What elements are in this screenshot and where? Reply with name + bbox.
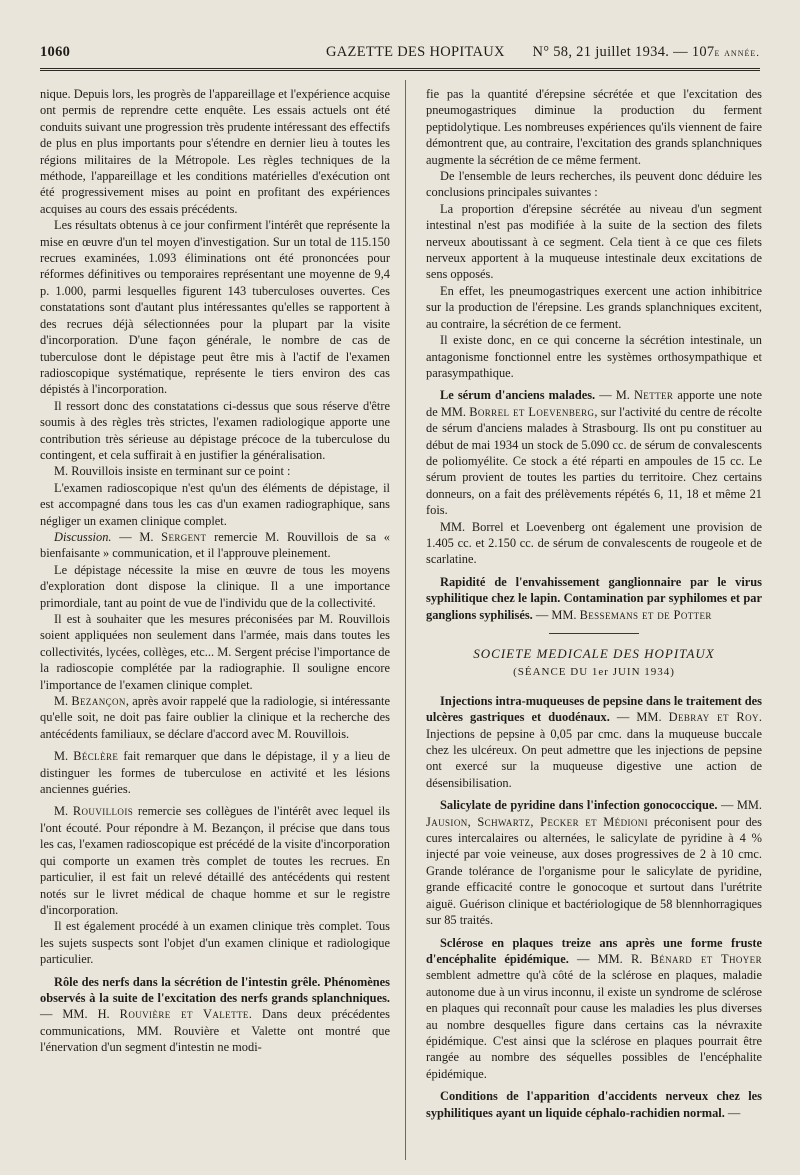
paragraph: Les résultats obtenus à ce jour confirment l'intérêt que représente la mise en œuvre d'un tel moyen d'investigation. Sur un total de 115.150 recrues examinées, 1.093 éliminations ont été prononcées pour réformes définitives ou temporaires représentant une moyenne de 9,4 p. 1.000, parmi lesquelles figurent 143 tuberculoses ouvertes. Ces constatations sont d'autant plus intéressantes qu'elles se rapportent à des recrues déjà sélectionnées pour la plupart par la visite d'incorporation. D'une façon générale, le nombre de cas de tuberculose dont le dépistage peut être mis à l'actif de l'examen radioscopique systématique, représente le tiers environ des cas dépistés à l'incorporation.	[40, 218, 390, 397]
paragraph: nique. Depuis lors, les progrès de l'appareillage et l'expérience acquise ont permis de reprendre cette enquête. Les essais actuels ont été conduits suivant une progression très prudente intéressant des effectifs de plus en plus importants pour s'étendre en dernier lieu à toutes les régions militaires de la Métropole. Les règles techniques de la méthode, l'appareillage et les conditions matérielles d'exécution ont été progressivement mises au point en profitant des expériences acquises au cours des essais précédents.	[40, 87, 390, 216]
article-heading: Conditions de l'apparition d'accidents nerveux chez les syphilitiques ayant un liquide céphalo-rachidien normal. —	[426, 1089, 762, 1120]
paragraph: Il est également procédé à un examen clinique très complet. Tous les sujets suspects sont l'objet d'un examen clinique et radiologique particulier.	[40, 919, 390, 967]
paragraph: Discussion. — M. Sergent remercie M. Rouvillois de sa « bienfaisante » communication, et il l'approuve pleinement.	[40, 529, 390, 561]
paragraph: M. Rouvillois insiste en terminant sur ce point :	[54, 464, 291, 479]
article-heading: Injections intra-muqueuses de pepsine dans le traitement des ulcères gastriques et duodénaux. — MM. Debray et Roy. Injections de pepsine à 0,05 par cmc. dans la muqueuse buccale chez les ulcéreux. On peut admettre que les injections de pepsine ont exercé sur la muqueuse digestive une action de désensibilisation.	[426, 693, 762, 790]
paragraph: L'examen radioscopique n'est qu'un des éléments de dépistage, il est accompagné dans tous les cas d'un examen radiographique, sans négliger un examen clinique complet.	[40, 480, 390, 528]
header-rule	[40, 68, 760, 73]
paragraph: MM. Borrel et Loevenberg ont également une provision de 1.405 cc. et 2.150 cc. de sérum de convalescents de rougeole et de scarlatine.	[426, 519, 762, 567]
paragraph: De l'ensemble de leurs recherches, ils peuvent donc déduire les conclusions principales suivantes :	[426, 169, 762, 200]
journal-title: GAZETTE DES HOPITAUX	[326, 44, 505, 60]
paragraph: M. Bezançon, après avoir rappelé que la radiologie, si intéressante qu'elle soit, ne doit pas faire oublier la clinique et la recherche des antécédents familiaux, se déclare d'accord avec M. Rouvillois.	[40, 694, 390, 741]
paragraph: Le dépistage nécessite la mise en œuvre de tous les moyens d'exploration dont dispose la clinique. Il a une importance primordiale, tant au point de vue de l'individu que de la collectivité.	[40, 562, 390, 610]
page-number: 1060	[40, 44, 71, 60]
paragraph: M. Rouvillois remercie ses collègues de l'intérêt avec lequel ils l'ont écouté. Pour répondre à M. Bezançon, il précise que dans tous les cas, l'examen radioscopique est précédé de la visite d'incorporation qui comporte un examen très complet de toutes les recrues. En particulier, il est fait un relevé détaillé des antécédents qui restent notés sur le livret médical de chaque homme et sur le registre d'incorporation.	[40, 804, 390, 917]
paragraph: La proportion d'érepsine sécrétée au niveau d'un segment intestinal n'est pas modifiée à la suite de la section des filets nerveux aboutissant à ce segment. Cela tient à ce que ces filets nerveux apportent à la muqueuse intestinale deux excitations de sens opposés.	[426, 201, 762, 282]
section-rule	[549, 633, 639, 634]
article-heading: Salicylate de pyridine dans l'infection gonococcique. — MM. Jausion, Schwartz, Pecker et Médioni préconisent pour des cures intercalaires ou alternées, le salicylate de pyridine à 4 % injecté par voie veineuse, aux doses progressives de 2 à 10 cmc. Grande tolérance de l'organisme pour le salicylate de pyridine, grande efficacité contre le gonocoque et surtout dans l'urétrite aiguë. Guérison clinique et bactériologique de 58 blennhorragiques sur 85 traités.	[426, 798, 763, 928]
section-subtitle: (SÉANCE DU 1er JUIN 1934)	[513, 666, 675, 679]
article-heading: Rôle des nerfs dans la sécrétion de l'intestin grêle. Phénomènes observés à la suite de l'excitation des nerfs grands splanchniques. — MM. H. Rouvière et Valette. Dans deux précédentes communications, MM. Rouvière et Valette ont montré que l'énervation d'un segment d'intestin ne modi-	[40, 974, 390, 1055]
page-header	[40, 44, 760, 66]
column-divider	[405, 80, 406, 1160]
paragraph: fie pas la quantité d'érepsine sécrétée et que l'excitation des pneumogastriques diminue la production du ferment peptidolytique. Les nombreuses expériences qu'ils viennent de faire démontrent que, au contraire, l'excitation des grands splanchniques augmente la sécrétion de ce même ferment.	[426, 87, 762, 167]
section-title: SOCIETE MEDICALE DES HOPITAUX	[473, 646, 715, 661]
article-heading: Le sérum d'anciens malades. — M. Netter apporte une note de MM. Borrel et Loevenberg, sur l'activité du centre de récolte de sérum d'anciens malades à Strasbourg. Ils ont pu constituer au début de mai 1934 un stock de 5.090 cc. de sérum de convalescents de poliomyélite. Ce stock a été réparti en ampoules de 15 cc. Le sérum provient de toutes les parties du territoire. Chez certains donneurs, on a fait des prélèvements répétés 6, 11, 18 et même 21 fois.	[426, 388, 762, 518]
paragraph: En effet, les pneumogastriques exercent une action inhibitrice sur la production de l'érepsine. Les grands splanchniques excitent, au contraire, la sécrétion de ce ferment.	[426, 283, 762, 331]
article-heading: Sclérose en plaques treize ans après une forme fruste d'encéphalite épidémique. — MM. R. Bénard et Thoyer semblent admettre qu'à côté de la sclérose en plaques, maladie autonome due à un virus inconnu, il existe un syndrome de sclérose en plaques qui reconnaît pour cause les maladies les plus diverses au nombre desquelles figure dans certains cas la névraxite épidémique. C'est ainsi que la sclérose en plaques pourrait être rangée au nombre des séquelles possibles de l'encéphalite épidémique.	[426, 935, 762, 1081]
article-heading: Rapidité de l'envahissement ganglionnaire par le virus syphilitique chez le lapin. Contamination par syphilomes et par ganglions syphilisés. — MM. Bessemans et de Potter	[426, 574, 762, 622]
right-column	[426, 86, 762, 1121]
paragraph: Il est à souhaiter que les mesures préconisées par M. Rouvillois soient appliquées non seulement dans l'armée, mais dans toutes les collectivités, lycées, collèges, etc... M. Sergent précise l'importance de la radioscopie complétée par la radiographie. Il souligne encore l'importance de l'examen clinique complet.	[40, 612, 390, 692]
left-column	[40, 86, 390, 1056]
paragraph: Il ressort donc des constatations ci-dessus que sous réserve d'être soumis à des règles très strictes, l'examen radiologique apporte une contribution très sérieuse au dépistage précoce de la tuberculose du contingent, et cela suffirait à en justifier la généralisation.	[40, 398, 390, 462]
issue-info: N° 58, 21 juillet 1934. — 107e année.	[532, 44, 760, 60]
paragraph: M. Béclère fait remarquer que dans le dépistage, il y a lieu de distinguer les formes de tuberculose en activité et les lésions anciennes guéries.	[40, 749, 391, 797]
paragraph: Il existe donc, en ce qui concerne la sécrétion intestinale, un antagonisme fonctionnel entre les systèmes orthosympathique et parasympathique.	[426, 333, 762, 380]
